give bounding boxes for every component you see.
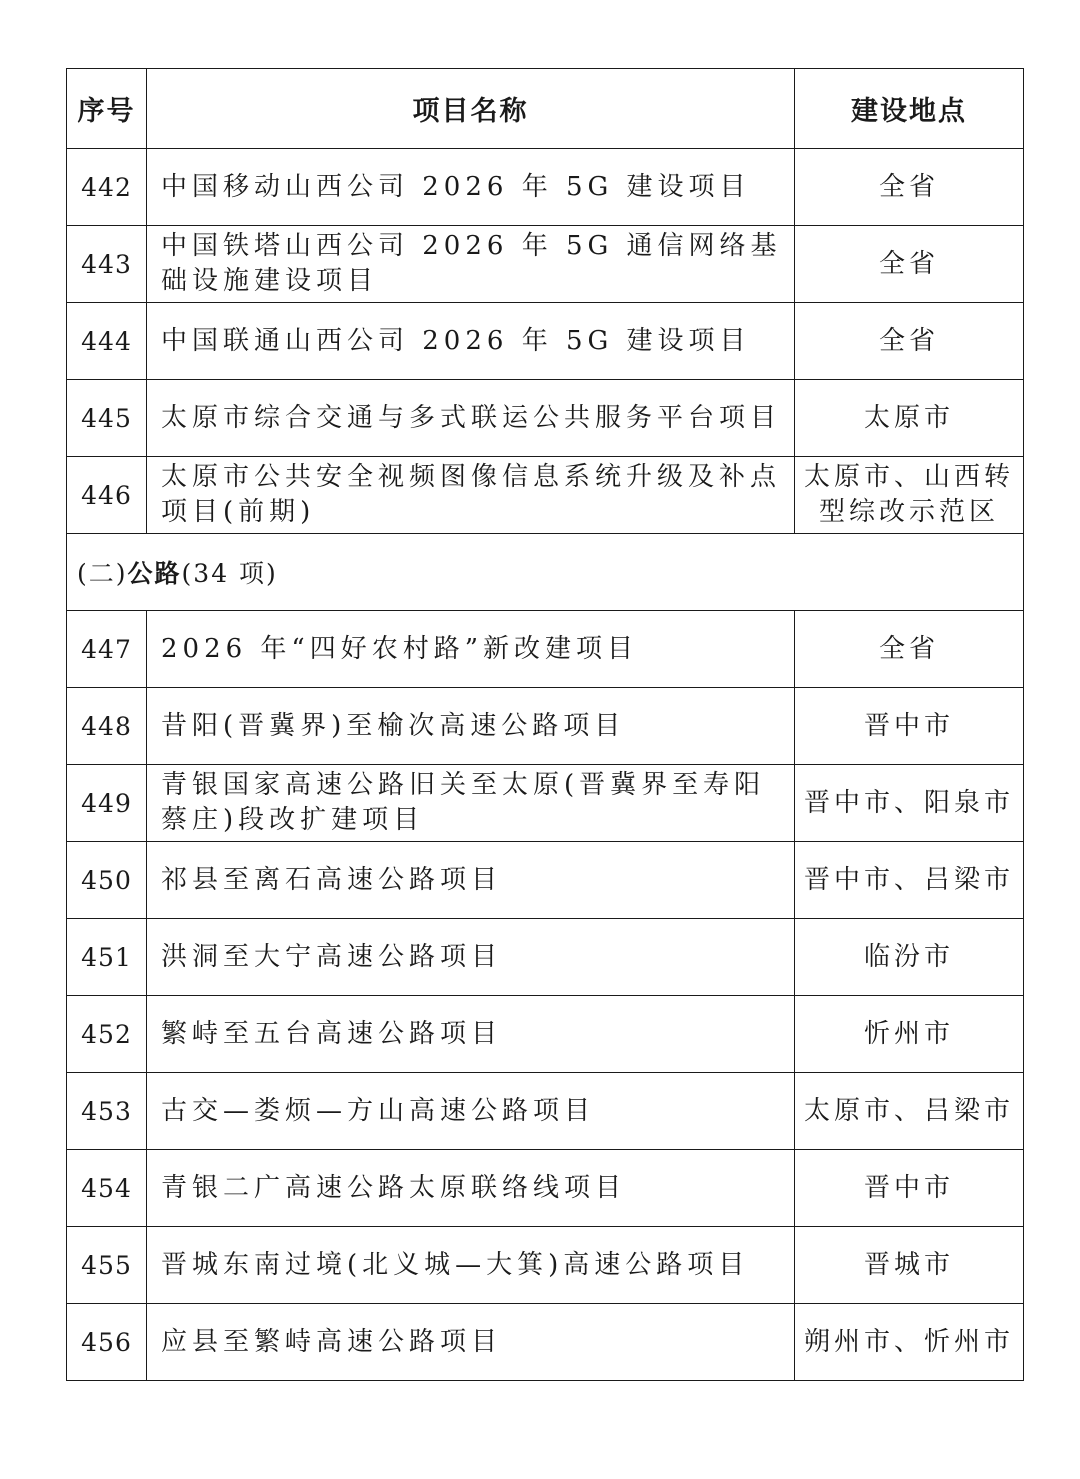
row-number: 442 bbox=[67, 149, 147, 226]
project-name: 繁峙至五台高速公路项目 bbox=[147, 996, 795, 1073]
project-location: 太原市、山西转型综改示范区 bbox=[795, 457, 1024, 534]
table-row bbox=[67, 919, 1024, 996]
row-number: 452 bbox=[67, 996, 147, 1073]
table-row bbox=[67, 765, 1024, 842]
project-name: 中国联通山西公司 2026 年 5G 建设项目 bbox=[147, 303, 795, 380]
table-row bbox=[67, 1150, 1024, 1227]
table-row bbox=[67, 149, 1024, 226]
project-name: 中国移动山西公司 2026 年 5G 建设项目 bbox=[147, 149, 795, 226]
project-location: 晋中市 bbox=[795, 1150, 1024, 1227]
project-name: 中国铁塔山西公司 2026 年 5G 通信网络基础设施建设项目 bbox=[147, 226, 795, 303]
project-name: 晋城东南过境(北义城—大箕)高速公路项目 bbox=[147, 1227, 795, 1304]
table-header-row bbox=[67, 69, 1024, 149]
project-name: 洪洞至大宁高速公路项目 bbox=[147, 919, 795, 996]
project-name: 应县至繁峙高速公路项目 bbox=[147, 1304, 795, 1381]
project-table bbox=[66, 68, 1024, 1381]
project-name: 太原市综合交通与多式联运公共服务平台项目 bbox=[147, 380, 795, 457]
project-location: 全省 bbox=[795, 611, 1024, 688]
table-row bbox=[67, 1073, 1024, 1150]
table-row bbox=[67, 1227, 1024, 1304]
project-location: 全省 bbox=[795, 303, 1024, 380]
table-row bbox=[67, 996, 1024, 1073]
row-number: 453 bbox=[67, 1073, 147, 1150]
row-number: 454 bbox=[67, 1150, 147, 1227]
row-number: 446 bbox=[67, 457, 147, 534]
project-location: 全省 bbox=[795, 226, 1024, 303]
project-location: 晋城市 bbox=[795, 1227, 1024, 1304]
table-row bbox=[67, 611, 1024, 688]
header-location: 建设地点 bbox=[795, 69, 1024, 149]
project-name: 祁县至离石高速公路项目 bbox=[147, 842, 795, 919]
table-row bbox=[67, 303, 1024, 380]
table-row bbox=[67, 842, 1024, 919]
section-title: 公路 bbox=[127, 559, 182, 588]
project-location: 全省 bbox=[795, 149, 1024, 226]
table-row bbox=[67, 688, 1024, 765]
project-location: 临汾市 bbox=[795, 919, 1024, 996]
row-number: 448 bbox=[67, 688, 147, 765]
row-number: 443 bbox=[67, 226, 147, 303]
project-name: 古交—娄烦—方山高速公路项目 bbox=[147, 1073, 795, 1150]
table-row bbox=[67, 380, 1024, 457]
project-name: 青银二广高速公路太原联络线项目 bbox=[147, 1150, 795, 1227]
project-location: 晋中市、吕梁市 bbox=[795, 842, 1024, 919]
section-count: (34 项) bbox=[181, 559, 278, 588]
project-name: 太原市公共安全视频图像信息系统升级及补点项目(前期) bbox=[147, 457, 795, 534]
row-number: 450 bbox=[67, 842, 147, 919]
row-number: 456 bbox=[67, 1304, 147, 1381]
project-name: 2026 年“四好农村路”新改建项目 bbox=[147, 611, 795, 688]
row-number: 447 bbox=[67, 611, 147, 688]
row-number: 455 bbox=[67, 1227, 147, 1304]
row-number: 449 bbox=[67, 765, 147, 842]
project-location: 太原市、吕梁市 bbox=[795, 1073, 1024, 1150]
header-name: 项目名称 bbox=[147, 69, 795, 149]
project-location: 晋中市 bbox=[795, 688, 1024, 765]
table-row bbox=[67, 457, 1024, 534]
table-row bbox=[67, 226, 1024, 303]
project-location: 太原市 bbox=[795, 380, 1024, 457]
section-heading bbox=[67, 534, 1024, 611]
project-location: 朔州市、忻州市 bbox=[795, 1304, 1024, 1381]
row-number: 445 bbox=[67, 380, 147, 457]
header-no: 序号 bbox=[67, 69, 147, 149]
row-number: 451 bbox=[67, 919, 147, 996]
project-location: 晋中市、阳泉市 bbox=[795, 765, 1024, 842]
project-name: 昔阳(晋冀界)至榆次高速公路项目 bbox=[147, 688, 795, 765]
row-number: 444 bbox=[67, 303, 147, 380]
table-row bbox=[67, 1304, 1024, 1381]
section-heading-row bbox=[67, 534, 1024, 611]
project-name: 青银国家高速公路旧关至太原(晋冀界至寿阳蔡庄)段改扩建项目 bbox=[147, 765, 795, 842]
section-prefix: (二) bbox=[77, 559, 128, 588]
project-location: 忻州市 bbox=[795, 996, 1024, 1073]
